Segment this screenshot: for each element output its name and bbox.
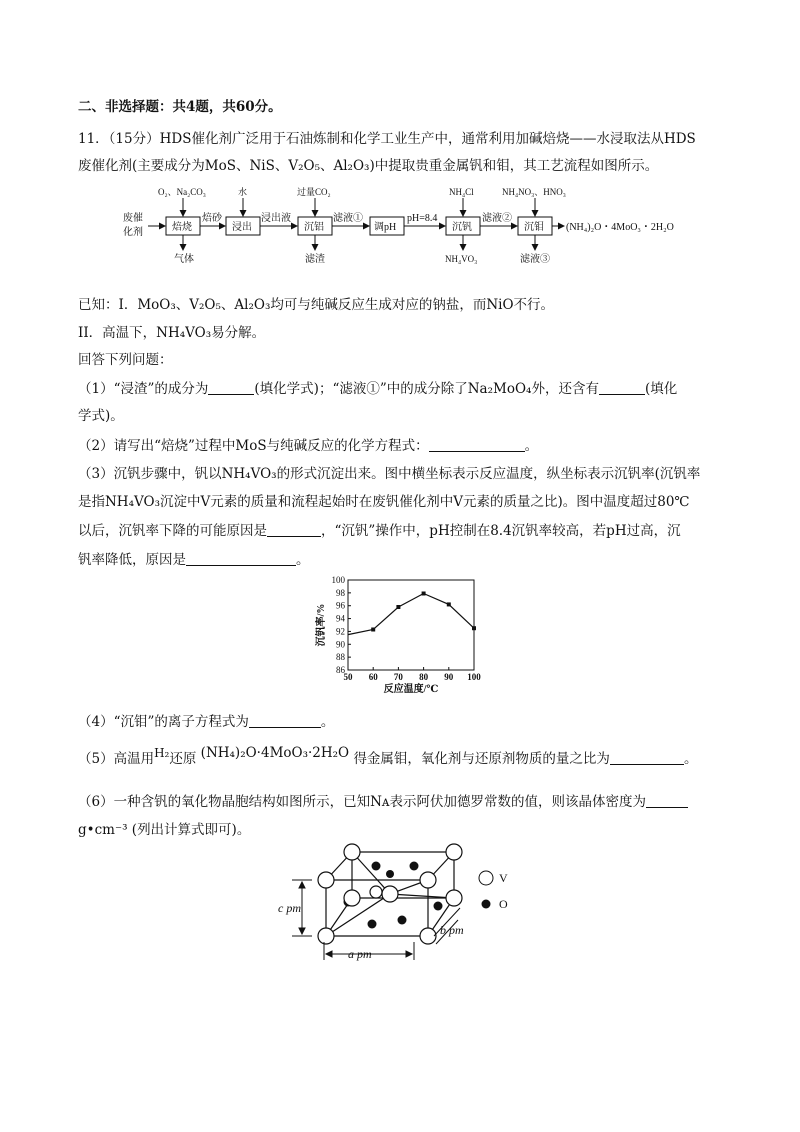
x-tick-label: 80: [419, 672, 429, 682]
crystal-cell-diagram: [278, 836, 538, 966]
answer-blank-3a[interactable]: [267, 522, 321, 537]
flow-start-2: 化剂: [123, 227, 143, 238]
answer-blank-1b[interactable]: [599, 380, 645, 395]
flow-output-3: NH₄VO₃: [445, 254, 478, 264]
question-intro-line2: 废催化剂(主要成分为MoS、NiS、V₂O₅、Al₂O₃)中提取贵重金属钒和钼，其工艺流程如图所示。: [78, 158, 659, 174]
flow-input-3: 过量CO₂: [297, 187, 331, 197]
y-tick-label: 88: [336, 652, 345, 663]
y-tick-label: 90: [336, 639, 345, 650]
known-2: II．高温下，NH₄VO₃易分解。: [78, 325, 266, 341]
x-tick-label: 60: [368, 672, 378, 682]
dim-a-label: a pm: [348, 947, 372, 961]
flow-arrow-label-5: 滤液②: [482, 213, 512, 224]
part-3-line1: （3）沉钒步骤中，钒以NH₄VO₃的形式沉淀出来。图中横坐标表示反应温度，纵坐标表示沉钒率(沉钒率: [78, 466, 701, 482]
part-6-cont: g•cm⁻³ (列出计算式即可)。: [78, 822, 251, 838]
y-tick-label: 100: [331, 575, 345, 585]
x-tick-label: 100: [467, 672, 481, 682]
data-point: [447, 602, 451, 606]
flow-output-2: 滤渣: [305, 254, 325, 265]
flow-output-4: 滤液③: [520, 254, 550, 265]
known-1: 已知：I．MoO₃、V₂O₅、Al₂O₃均可与纯碱反应生成对应的钠盐，而NiO不行。: [78, 297, 555, 313]
series-line: [348, 594, 474, 635]
flow-box-v: 沉钒: [452, 222, 472, 233]
part-5: （5）高温用H₂还原 (NH₄)₂O·4MoO₃·2H₂O 得金属钼，氧化剂与还原剂物质的量之比为 。: [78, 745, 698, 767]
flow-input-2: 水: [238, 187, 248, 197]
answer-blank-3b[interactable]: [186, 551, 296, 566]
data-point: [396, 605, 400, 609]
flow-start-1: 废催: [123, 213, 143, 224]
part-6: （6）一种含钒的氧化物晶胞结构如图所示，已知Nᴀ表示阿伏加德罗常数的值，则该晶体密度为: [78, 793, 688, 811]
part-3-line4: 钒率降低，原因是 。: [78, 552, 310, 568]
legend-v: V: [499, 871, 508, 885]
flow-product: (NH₄)₂O・4MoO₃・2H₂O: [566, 222, 674, 233]
y-tick-label: 94: [336, 613, 345, 624]
x-tick-label: 50: [343, 672, 353, 682]
flow-box-leach: 浸出: [232, 222, 252, 233]
y-tick-label: 86: [336, 665, 345, 675]
flow-output-1: 气体: [174, 254, 194, 265]
y-tick-label: 92: [336, 626, 345, 637]
answer-prompt: 回答下列问题：: [78, 352, 173, 368]
section-header: 二、非选择题：共4题，共60分。: [78, 99, 282, 115]
y-tick-label: 98: [336, 587, 345, 598]
part-3-line3: 以后，沉钒率下降的可能原因是 ，“沉钒”操作中，pH控制在8.4沉钒率较高，若pH过高，沉: [78, 523, 681, 539]
answer-blank-4[interactable]: [249, 713, 321, 728]
part-2: （2）请写出“焙烧”过程中MoS与纯碱反应的化学方程式： 。: [78, 438, 539, 454]
flow-arrow-label-2: 浸出液: [261, 213, 291, 224]
legend-o: O: [499, 897, 508, 911]
answer-blank-5[interactable]: [610, 750, 684, 765]
flow-arrow-label-3: 滤液①: [333, 213, 363, 224]
x-tick-label: 90: [444, 672, 454, 682]
flow-box-mo: 沉钼: [524, 222, 544, 233]
dim-b-label: b pm: [440, 923, 464, 937]
flow-box-roast: 焙烧: [172, 222, 192, 233]
flow-arrow-label-1: 焙砂: [202, 213, 222, 224]
part-1-cont: 学式)。: [78, 408, 124, 424]
flow-box-al: 沉铝: [304, 222, 324, 233]
y-axis-label: 沉钒率/%: [316, 603, 327, 647]
process-flow-diagram: [118, 184, 688, 266]
answer-blank-1a[interactable]: [208, 380, 254, 395]
answer-blank-6[interactable]: [646, 793, 688, 808]
question-intro-line1: 11．（15分）HDS催化剂广泛用于石油炼制和化学工业生产中，通常利用加碱焙烧——水浸取法从HDS: [78, 131, 696, 147]
dim-c-label: c pm: [278, 901, 301, 915]
flow-input-5: NH₄NO₃、HNO₃: [502, 187, 566, 197]
vanadium-rate-chart: [312, 574, 492, 696]
chart-frame: [348, 580, 474, 670]
part-3-line2: 是指NH₄VO₃沉淀中V元素的质量和流程起始时在废钒催化剂中V元素的质量之比)。图中温度超过80℃: [78, 494, 690, 510]
flow-box-ph: 调pH: [374, 222, 397, 233]
flow-arrow-label-4: pH=8.4: [407, 213, 438, 224]
data-point: [422, 592, 426, 596]
x-axis-label: 反应温度/℃: [383, 684, 439, 695]
data-point: [371, 628, 375, 632]
part-1: （1）“浸渣”的成分为 (填化学式)；“滤液①”中的成分除了Na₂MoO₄外，还含有 (填化: [78, 381, 678, 397]
part-4: （4）“沉钼”的离子方程式为 。: [78, 714, 335, 730]
flow-input-4: NH₄Cl: [449, 187, 474, 197]
flow-input-1: O₂、Na₂CO₃: [158, 187, 206, 197]
y-tick-label: 96: [336, 600, 345, 611]
answer-blank-2[interactable]: [429, 437, 525, 452]
data-point: [472, 626, 476, 630]
x-tick-label: 70: [393, 672, 403, 682]
